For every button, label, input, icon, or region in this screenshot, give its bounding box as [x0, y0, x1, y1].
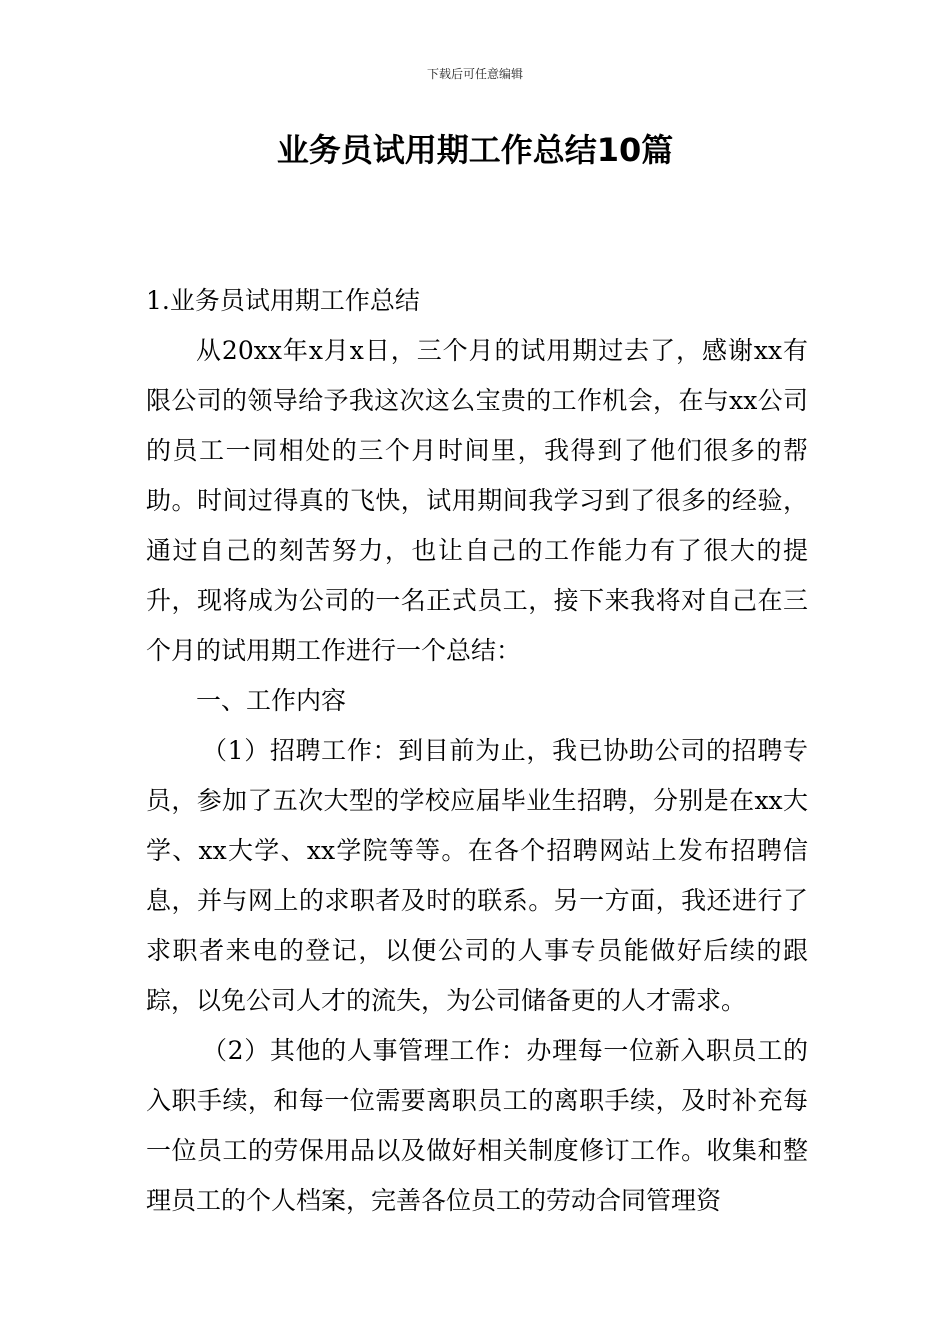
item-hr-management-paragraph: （2）其他的人事管理工作：办理每一位新入职员工的入职手续，和每一位需要离职员工的离职手续，及时补充每一位员工的劳保用品以及做好相关制度修订工作。收集和整理员工的个人档案，完善各位员工的劳动合同管理资: [146, 1036, 808, 1215]
subheading-work-content: 一、工作内容: [196, 686, 347, 715]
item-recruitment-paragraph: （1）招聘工作：到目前为止，我已协助公司的招聘专员，参加了五次大型的学校应届毕业生招聘，分别是在xx大学、xx大学、xx学院等等。在各个招聘网站上发布招聘信息，并与网上的求职者及时的联系。另一方面，我还进行了求职者来电的登记，以便公司的人事专员能做好后续的跟踪，以免公司人才的流失，为公司储备更的人才需求。: [146, 736, 808, 1015]
header-note: 下载后可任意编辑: [426, 67, 523, 81]
intro-paragraph: 从20xx年x月x日，三个月的试用期过去了，感谢xx有限公司的领导给予我这次这么宝贵的工作机会，在与xx公司的员工一同相处的三个月时间里，我得到了他们很多的帮助。时间过得真的飞快，试用期间我学习到了很多的经验，通过自己的刻苦努力，也让自己的工作能力有了很大的提升，现将成为公司的一名正式员工，接下来我将对自己在三个月的试用期工作进行一个总结：: [146, 336, 808, 665]
section-heading: 1.业务员试用期工作总结: [146, 286, 420, 315]
document-body: [146, 276, 808, 1226]
document-title: 业务员试用期工作总结10篇: [276, 131, 674, 169]
